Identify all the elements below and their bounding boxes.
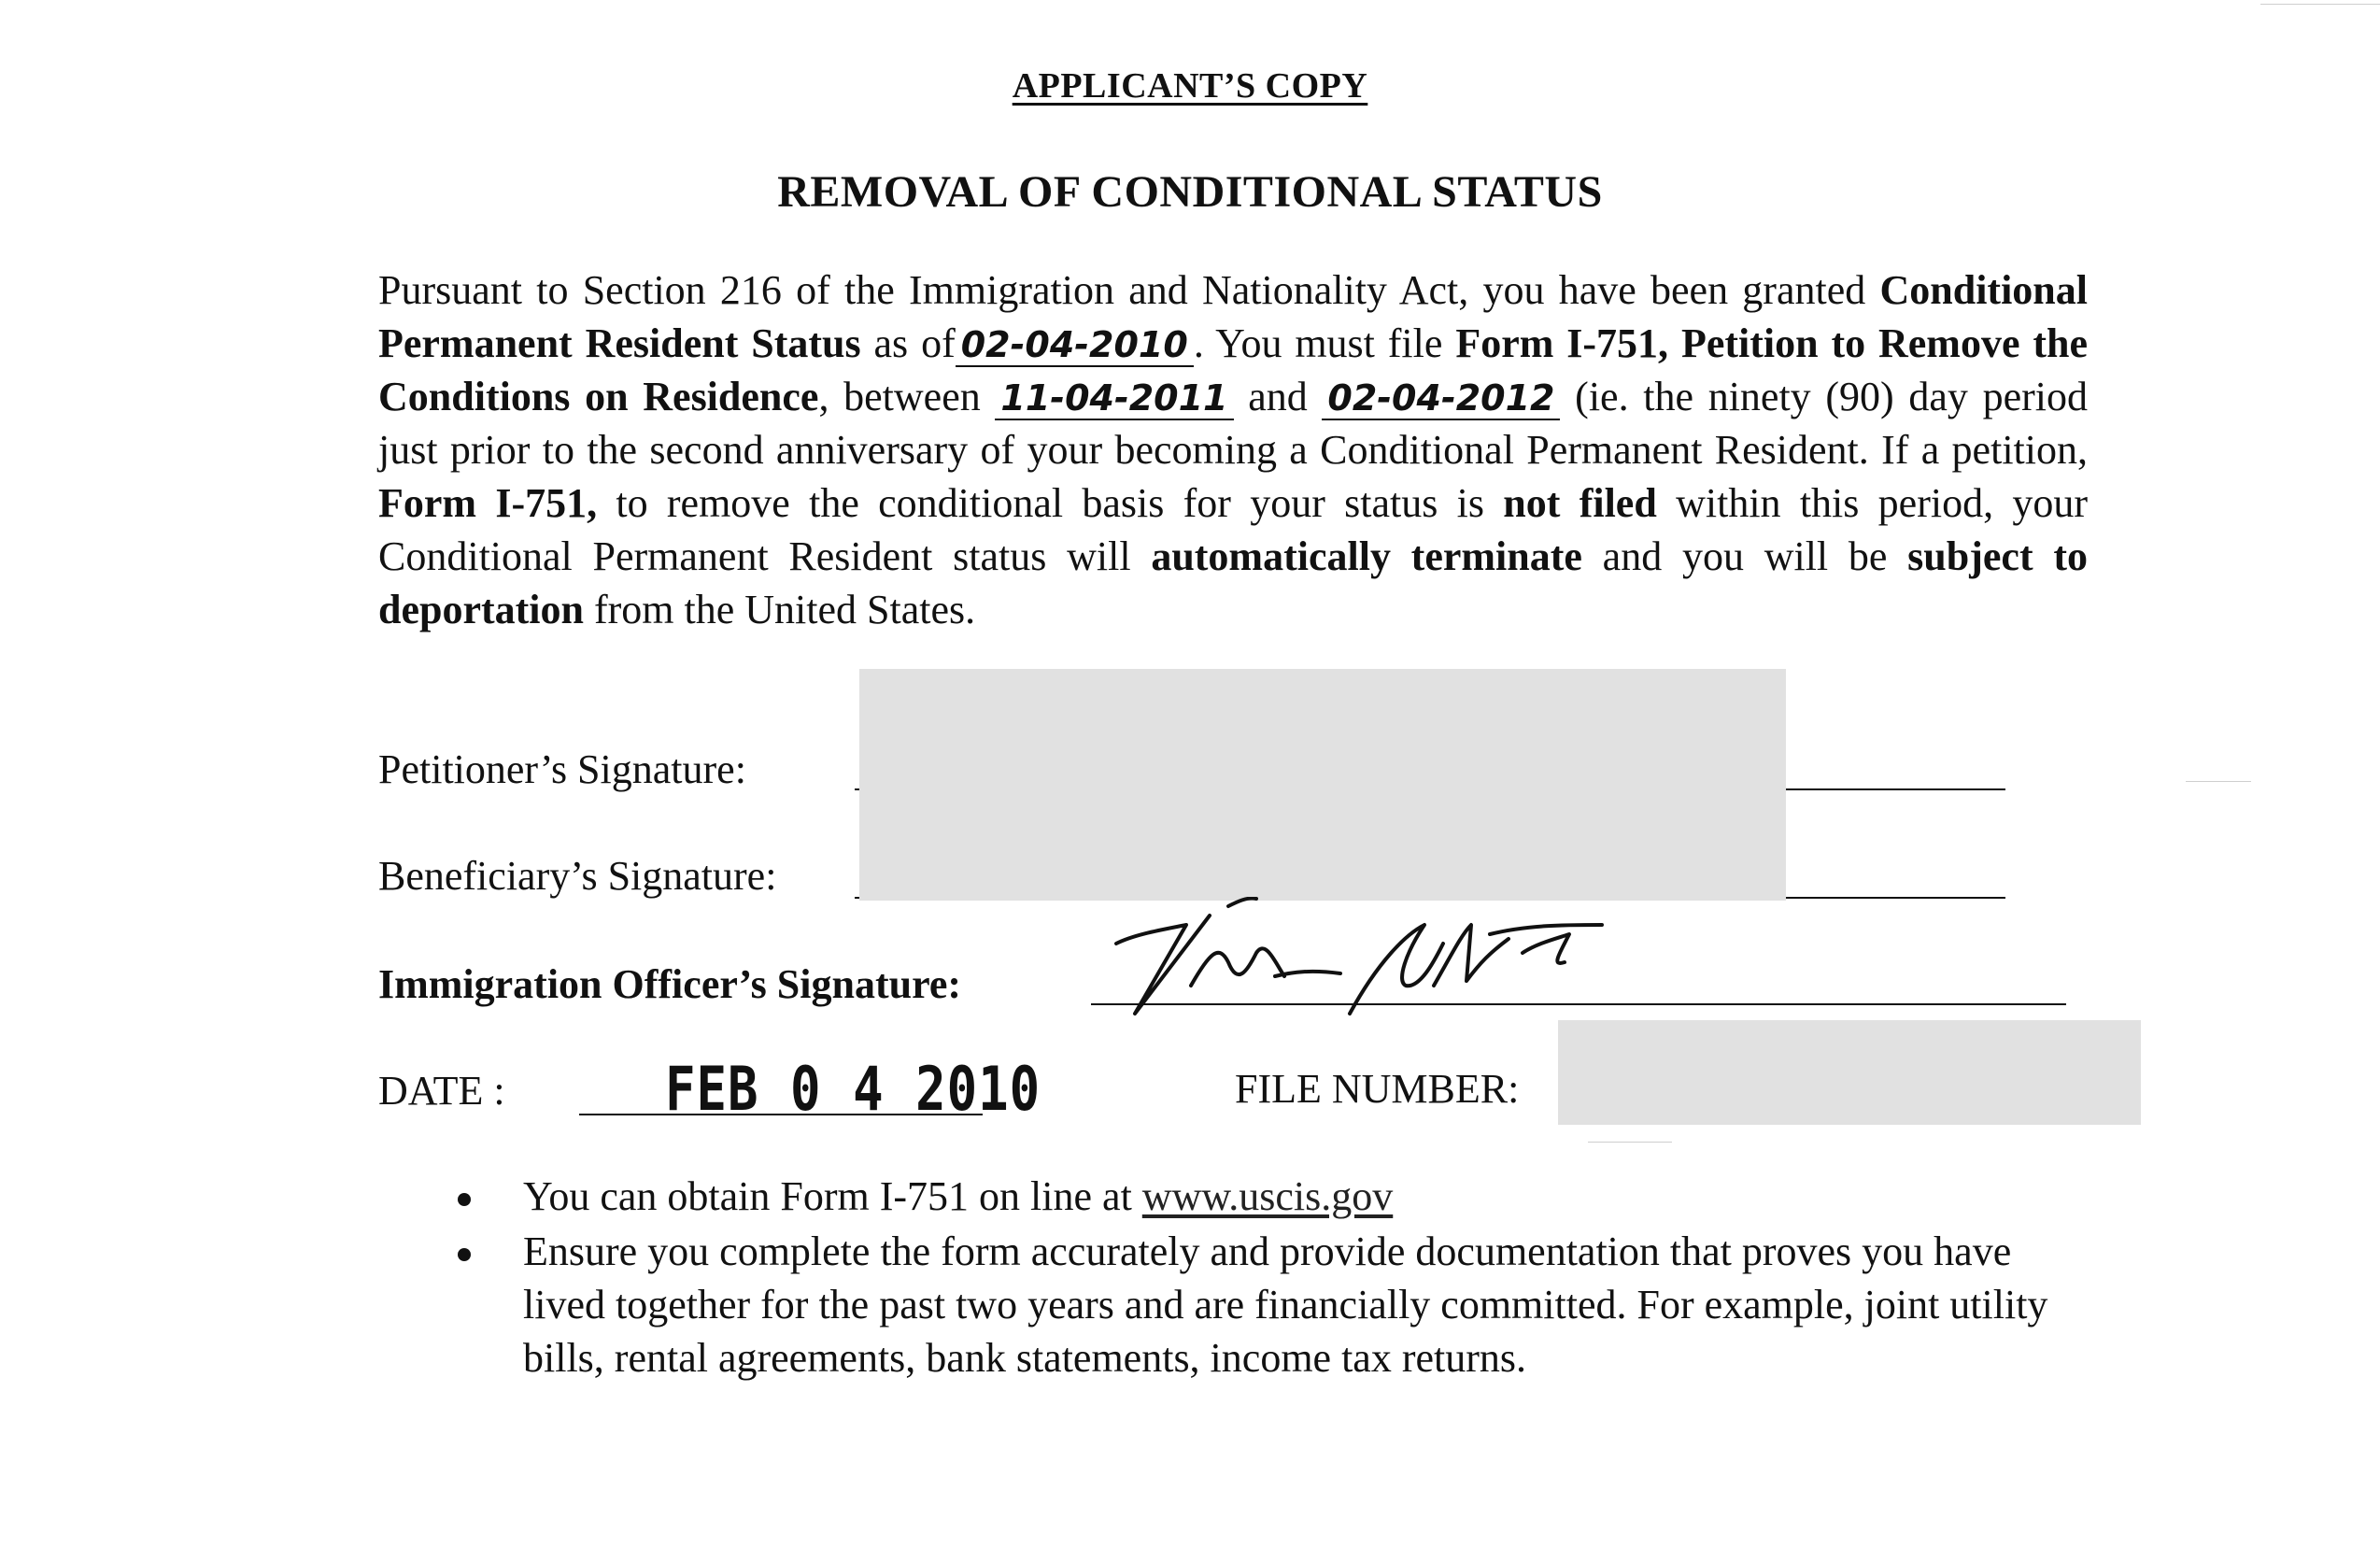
officer-signature-label: Immigration Officer’s Signature: — [378, 961, 962, 1007]
uscis-website-link[interactable]: www.uscis.gov — [1141, 1173, 1394, 1219]
note-item-obtain-form — [439, 1170, 2102, 1223]
para-text-7: to remove the conditional basis for your status is — [597, 480, 1504, 526]
note-text-documentation: Ensure you complete the form accurately and provide documentation that proves you have lived together for the past two years and are financially committed. For example, joint utility bills, rental agreements, bank statements, income tax returns. — [523, 1228, 2048, 1381]
handwritten-date-start: 11-04-2011 — [995, 377, 1233, 420]
signature-redaction — [859, 669, 1786, 901]
scan-dash-mark — [1588, 1142, 1672, 1143]
para-text-1: Pursuant to Section 216 of the Immigration and Nationality Act, you have been granted — [378, 267, 1880, 313]
para-text-8: within this period, your Conditional Permanent Resident status will — [378, 480, 2088, 579]
para-text-6: (ie. the ninety (90) day period just prior to the second anniversary of your becoming a Conditional Permanent Resident. If a petition, — [378, 374, 2088, 473]
petitioner-signature-label: Petitioner’s Signature: — [378, 746, 746, 792]
note-item-documentation — [439, 1225, 2102, 1384]
conditional-status-paragraph — [378, 263, 2088, 636]
para-bold-form-2: Form I-751, — [378, 480, 598, 526]
applicant-copy-label: APPLICANT’S COPY — [1012, 66, 1368, 106]
scan-edge-mark — [2260, 4, 2380, 5]
file-number-redaction — [1558, 1020, 2141, 1125]
date-stamp-value: FEB 0 4 2010 — [665, 1054, 1041, 1125]
para-text-9: and you will be — [1581, 533, 1908, 579]
para-bold-terminate: automatically terminate — [1151, 533, 1582, 579]
date-line — [579, 1114, 983, 1115]
handwritten-date-end: 02-04-2012 — [1322, 377, 1560, 420]
document-title: REMOVAL OF CONDITIONAL STATUS — [777, 167, 1603, 217]
bullet-icon — [458, 1248, 471, 1261]
para-bold-status: Conditional Permanent Resident Status — [378, 267, 2088, 366]
para-text-10: from the United States. — [584, 587, 976, 632]
officer-handwritten-signature — [1098, 897, 1621, 1023]
para-bold-petition: Petition to Remove the Conditions on Residence — [378, 320, 2089, 419]
handwritten-date-granted: 02-04-2010 — [956, 324, 1194, 367]
instruction-notes — [439, 1170, 2102, 1386]
file-number-label: FILE NUMBER: — [1235, 1066, 1520, 1112]
date-label: DATE : — [378, 1068, 505, 1114]
scan-dash-mark — [2186, 781, 2251, 782]
beneficiary-signature-label: Beneficiary’s Signature: — [378, 853, 777, 899]
note-text-obtain-form: You can obtain Form I-751 on line at — [523, 1173, 1142, 1219]
para-bold-not-filed: not filed — [1503, 480, 1657, 526]
para-text-2: as of — [860, 320, 956, 366]
para-text-4: , between — [818, 374, 996, 419]
para-text-3: . You must file — [1193, 320, 1456, 366]
para-bold-form: Form I-751, — [1455, 320, 1669, 366]
para-bold-deportation: subject to deportation — [378, 533, 2088, 632]
para-text-5: and — [1233, 374, 1323, 419]
bullet-icon — [458, 1193, 471, 1206]
